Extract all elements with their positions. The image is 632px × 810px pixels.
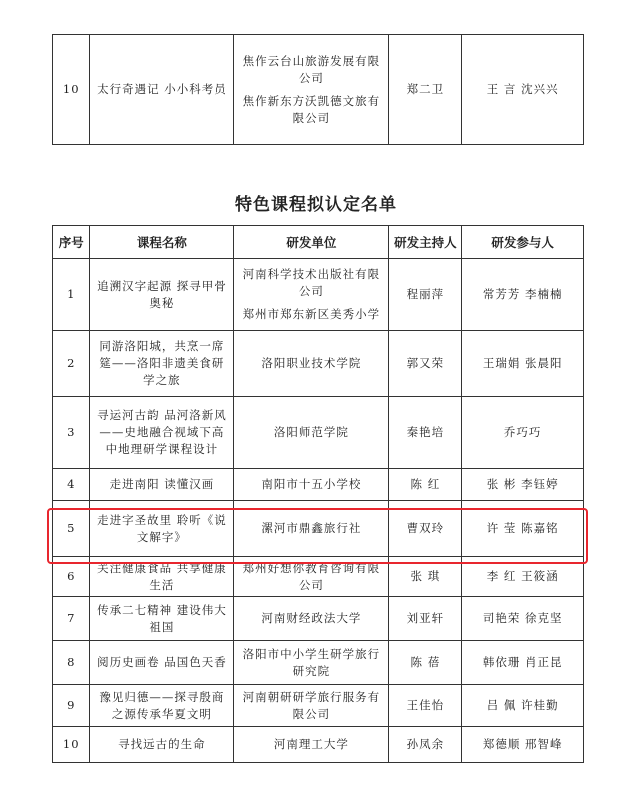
development-unit — [234, 397, 389, 469]
course-name: 太行奇遇记 小小科考员 — [90, 35, 234, 145]
host: 王佳怡 — [389, 685, 462, 727]
table-row — [53, 35, 584, 145]
row-number: 5 — [53, 501, 90, 557]
table-row — [53, 727, 584, 763]
table-row — [53, 331, 584, 397]
row-number: 2 — [53, 331, 90, 397]
header-host: 研发主持人 — [389, 226, 462, 259]
development-unit — [234, 641, 389, 685]
unit-line: 洛阳市中小学生研学旅行研究院 — [242, 646, 381, 678]
row-number: 3 — [53, 397, 90, 469]
participants: 常芳芳 李楠楠 — [462, 259, 584, 331]
row-number: 9 — [53, 685, 90, 727]
course-name: 寻运河古韵 品河洛新风——史地融合视域下高中地理研学课程设计 — [90, 397, 234, 469]
row-number: 1 — [53, 259, 90, 331]
course-name: 追溯汉字起源 探寻甲骨奥秘 — [90, 259, 234, 331]
host: 曹双玲 — [389, 501, 462, 557]
row-number: 6 — [53, 557, 90, 597]
table-row — [53, 259, 584, 331]
course-name: 寻找远古的生命 — [90, 727, 234, 763]
host: 陈 蓓 — [389, 641, 462, 685]
course-name: 传承二七精神 建设伟大祖国 — [90, 597, 234, 641]
participants: 许 莹 陈嘉铭 — [462, 501, 584, 557]
table-row — [53, 597, 584, 641]
participants: 吕 佩 许桂勤 — [462, 685, 584, 727]
unit-line: 河南科学技术出版社有限公司 — [242, 267, 381, 298]
unit-line: 郑州好想你教育咨询有限公司 — [242, 560, 381, 592]
unit-line: 焦作新东方沃凯德文旅有限公司 — [242, 93, 381, 125]
unit-line: 洛阳师范学院 — [273, 425, 349, 439]
host: 程丽萍 — [389, 259, 462, 331]
table-row — [53, 557, 584, 597]
header-no: 序号 — [53, 226, 90, 259]
header-course-name: 课程名称 — [90, 226, 234, 259]
development-unit — [234, 557, 389, 597]
course-name: 关注健康食品 共享健康生活 — [90, 557, 234, 597]
table-body — [53, 259, 584, 763]
course-name: 走进南阳 读懂汉画 — [90, 469, 234, 501]
table-row — [53, 501, 584, 557]
host: 郑二卫 — [389, 35, 462, 145]
row-number: 10 — [53, 727, 90, 763]
development-unit — [234, 259, 389, 331]
host: 孙凤余 — [389, 727, 462, 763]
participants: 韩依珊 肖正昆 — [462, 641, 584, 685]
header-unit: 研发单位 — [234, 226, 389, 259]
development-unit — [234, 331, 389, 397]
previous-table-fragment — [52, 34, 584, 145]
unit-line: 河南财经政法大学 — [261, 611, 362, 625]
page-title: 特色课程拟认定名单 — [235, 195, 397, 215]
participants: 郑德顺 邢智峰 — [462, 727, 584, 763]
unit-line: 洛阳职业技术学院 — [261, 356, 362, 370]
course-name: 走进字圣故里 聆听《说文解字》 — [90, 501, 234, 557]
unit-line: 南阳市十五小学校 — [261, 477, 362, 491]
host: 陈 红 — [389, 469, 462, 501]
host: 秦艳培 — [389, 397, 462, 469]
participants: 乔巧巧 — [462, 397, 584, 469]
development-unit — [234, 597, 389, 641]
unit-line: 郑州市郑东新区美秀小学 — [242, 307, 381, 321]
development-unit — [234, 501, 389, 557]
participants: 司艳荣 徐克坚 — [462, 597, 584, 641]
host: 刘亚轩 — [389, 597, 462, 641]
host: 郭又荣 — [389, 331, 462, 397]
course-name: 阅历史画卷 品国色天香 — [90, 641, 234, 685]
table-row — [53, 397, 584, 469]
development-unit — [234, 469, 389, 501]
unit-line: 河南理工大学 — [273, 737, 349, 751]
development-unit — [234, 685, 389, 727]
participants: 李 红 王筱涵 — [462, 557, 584, 597]
table-row — [53, 685, 584, 727]
row-number: 7 — [53, 597, 90, 641]
course-name: 豫见归德——探寻殷商之源传承华夏文明 — [90, 685, 234, 727]
course-list-table — [52, 225, 584, 763]
host: 张 琪 — [389, 557, 462, 597]
unit-line: 漯河市鼎鑫旅行社 — [261, 521, 362, 535]
participants: 王瑞娟 张晨阳 — [462, 331, 584, 397]
row-number: 10 — [53, 35, 90, 145]
unit-line: 焦作云台山旅游发展有限公司 — [242, 53, 381, 85]
development-unit — [234, 35, 389, 145]
row-number: 8 — [53, 641, 90, 685]
header-row — [53, 226, 584, 259]
unit-line: 河南朝研研学旅行服务有限公司 — [242, 689, 381, 721]
development-unit — [234, 727, 389, 763]
participants: 王 言 沈兴兴 — [462, 35, 584, 145]
header-participants: 研发参与人 — [462, 226, 584, 259]
table-row — [53, 469, 584, 501]
row-number: 4 — [53, 469, 90, 501]
table-row — [53, 641, 584, 685]
course-name: 同游洛阳城，共烹一席筵——洛阳非遗美食研学之旅 — [90, 331, 234, 397]
participants: 张 彬 李钰婷 — [462, 469, 584, 501]
